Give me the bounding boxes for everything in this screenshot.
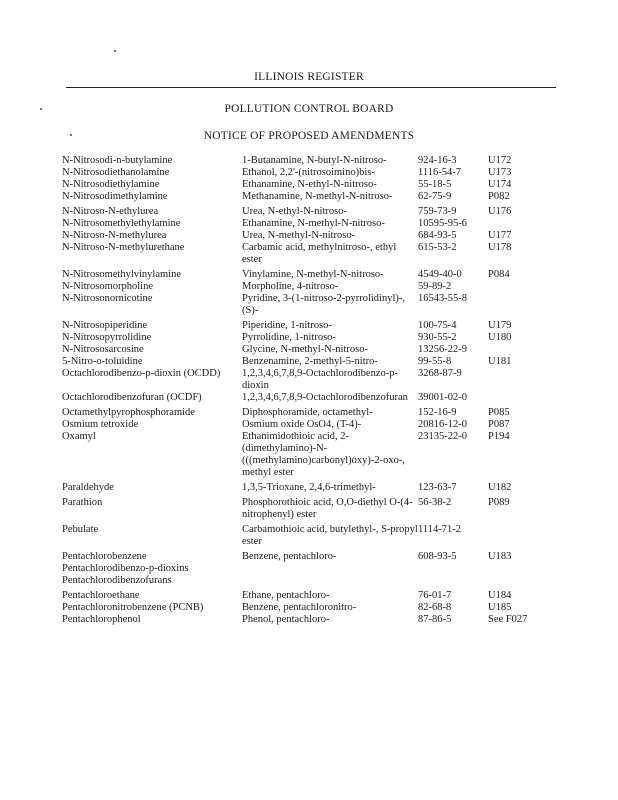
table-row xyxy=(62,494,548,521)
notice-title: NOTICE OF PROPOSED AMENDMENTS xyxy=(203,130,415,142)
chemical-synonym: Phenol, pentachloro- xyxy=(242,614,330,625)
chemical-name: Paraldehyde xyxy=(62,482,114,493)
chemical-synonym: 1,2,3,4,6,7,8,9-Octachlorodibenzo-p-dioxin xyxy=(242,368,398,391)
chemical-name: Pentachloroethane xyxy=(62,590,140,601)
cas-number: 23135-22-0 xyxy=(418,431,467,442)
cas-number: 924-16-3 xyxy=(418,155,457,166)
chemical-name: Osmium tetroxide xyxy=(62,419,139,430)
waste-code xyxy=(488,368,548,392)
waste-code: U178 xyxy=(488,242,512,253)
chemical-name: N-Nitrosodiethylamine xyxy=(62,179,160,190)
chemical-synonym: Carbamic acid, methylnitroso-, ethyl ester xyxy=(242,242,397,265)
chemical-synonym: Methanamine, N-methyl-N-nitroso- xyxy=(242,191,393,202)
table-row xyxy=(62,521,548,548)
cas-number: 16543-55-8 xyxy=(418,293,467,304)
cas-number xyxy=(418,563,488,575)
waste-code xyxy=(488,563,548,575)
chemical-name: N-Nitrosomethylvinylamine xyxy=(62,269,181,280)
chemical-name: Octachlorodibenzofuran (OCDF) xyxy=(62,392,202,403)
cas-number: 59-89-2 xyxy=(418,281,452,292)
waste-code: U181 xyxy=(488,356,512,367)
chemical-synonym xyxy=(242,575,418,587)
cas-number: 608-93-5 xyxy=(418,551,457,562)
chemical-name: Pentachloronitrobenzene (PCNB) xyxy=(62,602,204,613)
chemical-synonym: Vinylamine, N-methyl-N-nitroso- xyxy=(242,269,384,280)
cas-number: 10595-95-6 xyxy=(418,218,467,229)
chemical-name: Pebulate xyxy=(62,524,99,535)
table-row xyxy=(62,218,548,230)
waste-code xyxy=(488,218,548,230)
chemical-synonym: Diphosphoramide, octamethyl- xyxy=(242,407,373,418)
chemical-name: N-Nitrosodimethylamine xyxy=(62,191,168,202)
scan-speck xyxy=(114,50,116,52)
chemical-synonym: 1-Butanamine, N-butyl-N-nitroso- xyxy=(242,155,387,166)
chemical-table xyxy=(62,155,548,626)
table-row xyxy=(62,230,548,242)
chemical-synonym: Carbamothioic acid, butylethyl-, S-propyl ester xyxy=(242,524,418,547)
chemical-name: N-Nitrosodi-n-butylamine xyxy=(62,155,173,166)
chemical-name: N-Nitrosodiethanolamine xyxy=(62,167,170,178)
table-row xyxy=(62,419,548,431)
chemical-name: N-Nitrosopyrrolidine xyxy=(62,332,152,343)
table-row xyxy=(62,167,548,179)
table-row xyxy=(62,548,548,563)
chemical-synonym: Ethanimidothioic acid, 2-(dimethylamino)-N-(((methylamino)carbonyl)oxy)-2-oxo-, methyl ester xyxy=(242,431,405,478)
waste-code: P089 xyxy=(488,497,510,508)
waste-code xyxy=(488,281,548,293)
chemical-synonym: Ethanamine, N-ethyl-N-nitroso- xyxy=(242,179,377,190)
cas-number: 4549-40-0 xyxy=(418,269,462,280)
chemical-name: Pentachlorodibenzo-p-dioxins xyxy=(62,563,189,574)
chemical-synonym xyxy=(242,563,418,575)
cas-number: 20816-12-0 xyxy=(418,419,467,430)
waste-code: P082 xyxy=(488,191,510,202)
chemical-synonym: Pyridine, 3-(1-nitroso-2-pyrrolidinyl)-, (S)- xyxy=(242,293,406,316)
chemical-name: N-Nitrosonornicotine xyxy=(62,293,153,304)
chemical-synonym: Benzenamine, 2-methyl-5-nitro- xyxy=(242,356,378,367)
waste-code: U174 xyxy=(488,179,512,190)
waste-code: U172 xyxy=(488,155,512,166)
waste-code: P084 xyxy=(488,269,510,280)
chemical-synonym: Benzene, pentachloro- xyxy=(242,551,337,562)
waste-code xyxy=(488,293,548,317)
chemical-synonym: Urea, N-ethyl-N-nitroso- xyxy=(242,206,347,217)
waste-code: P194 xyxy=(488,431,510,442)
waste-code: U176 xyxy=(488,206,512,217)
chemical-synonym: Benzene, pentachloronitro- xyxy=(242,602,357,613)
table-row xyxy=(62,479,548,494)
waste-code: U179 xyxy=(488,320,512,331)
chemical-synonym: Pyrrolidine, 1-nitroso- xyxy=(242,332,336,343)
table-row xyxy=(62,602,548,614)
cas-number: 759-73-9 xyxy=(418,206,457,217)
chemical-name: Parathion xyxy=(62,497,103,508)
chemical-name: Pentachlorophenol xyxy=(62,614,141,625)
table-row xyxy=(62,242,548,266)
cas-number xyxy=(418,575,488,587)
cas-number: 100-75-4 xyxy=(418,320,457,331)
waste-code: U173 xyxy=(488,167,512,178)
cas-number: 1116-54-7 xyxy=(418,167,461,178)
cas-number: 3268-87-9 xyxy=(418,368,462,379)
cas-number: 152-16-9 xyxy=(418,407,457,418)
waste-code: U183 xyxy=(488,551,512,562)
chemical-name: N-Nitroso-N-methylurea xyxy=(62,230,167,241)
table-row xyxy=(62,356,548,368)
chemical-synonym: 1,3,5-Trioxane, 2,4,6-trimethyl- xyxy=(242,482,376,493)
table-row xyxy=(62,431,548,479)
table-row xyxy=(62,587,548,602)
cas-number: 13256-22-9 xyxy=(418,344,467,355)
chemical-name: N-Nitrososarcosine xyxy=(62,344,144,355)
chemical-synonym: Piperidine, 1-nitroso- xyxy=(242,320,332,331)
cas-number: 62-75-9 xyxy=(418,191,452,202)
header-rule xyxy=(66,87,556,88)
cas-number: 76-01-7 xyxy=(418,590,452,601)
chemical-name: N-Nitrosopiperidine xyxy=(62,320,148,331)
chemical-synonym: Urea, N-methyl-N-nitroso- xyxy=(242,230,356,241)
cas-number: 87-86-5 xyxy=(418,614,452,625)
board-title: POLLUTION CONTROL BOARD xyxy=(224,103,394,115)
table-row xyxy=(62,191,548,203)
chemical-name: 5-Nitro-o-toluidine xyxy=(62,356,143,367)
chemical-name: Oxamyl xyxy=(62,431,96,442)
cas-number: 684-93-5 xyxy=(418,230,457,241)
table-row xyxy=(62,344,548,356)
table-row xyxy=(62,368,548,392)
waste-code: P087 xyxy=(488,419,510,430)
chemical-name: Pentachlorobenzene xyxy=(62,551,147,562)
table-row xyxy=(62,266,548,281)
table-row xyxy=(62,614,548,626)
chemical-synonym: Morpholine, 4-nitroso- xyxy=(242,281,339,292)
waste-code xyxy=(488,392,548,404)
chemical-name: N-Nitroso-N-methylurethane xyxy=(62,242,185,253)
chemical-synonym: Ethane, pentachloro- xyxy=(242,590,330,601)
waste-code xyxy=(488,344,548,356)
chemical-synonym: Phosphorothioic acid, O,O-diethyl O-(4-nitrophenyl) ester xyxy=(242,497,413,520)
table-row xyxy=(62,332,548,344)
chemical-synonym: Glycine, N-methyl-N-nitroso- xyxy=(242,344,368,355)
table-row xyxy=(62,563,548,575)
waste-code: U185 xyxy=(488,602,512,613)
table-row xyxy=(62,179,548,191)
table-row xyxy=(62,317,548,332)
cas-number: 82-68-8 xyxy=(418,602,452,613)
waste-code: U177 xyxy=(488,230,512,241)
cas-number: 55-18-5 xyxy=(418,179,452,190)
cas-number: 1114-71-2 xyxy=(418,524,461,535)
table-row xyxy=(62,293,548,317)
table-row xyxy=(62,203,548,218)
chemical-name: Octamethylpyrophosphoramide xyxy=(62,407,195,418)
cas-number: 56-38-2 xyxy=(418,497,452,508)
cas-number: 123-63-7 xyxy=(418,482,457,493)
waste-code: U180 xyxy=(488,332,512,343)
cas-number: 39001-02-0 xyxy=(418,392,467,403)
table-row xyxy=(62,155,548,167)
chemical-synonym: 1,2,3,4,6,7,8,9-Octachlorodibenzofuran xyxy=(242,392,408,403)
chemical-name: N-Nitroso-N-ethylurea xyxy=(62,206,159,217)
waste-code: P085 xyxy=(488,407,510,418)
chemical-name: Pentachlorodibenzofurans xyxy=(62,575,172,586)
waste-code: U182 xyxy=(488,482,512,493)
waste-code xyxy=(488,575,548,587)
chemical-table-body xyxy=(62,155,548,626)
chemical-name: Octachlorodibenzo-p-dioxin (OCDD) xyxy=(62,368,221,379)
chemical-synonym: Ethanamine, N-methyl-N-nitroso- xyxy=(242,218,385,229)
waste-code: U184 xyxy=(488,590,512,601)
table-row xyxy=(62,281,548,293)
chemical-synonym: Osmium oxide OsO4, (T-4)- xyxy=(242,419,362,430)
chemical-synonym: Ethanol, 2,2'-(nitrosoimino)bis- xyxy=(242,167,375,178)
waste-code: See F027 xyxy=(488,614,528,625)
register-title: ILLINOIS REGISTER xyxy=(254,71,364,83)
cas-number: 99-55-8 xyxy=(418,356,452,367)
table-row xyxy=(62,404,548,419)
cas-number: 615-53-2 xyxy=(418,242,457,253)
table-row xyxy=(62,575,548,587)
waste-code xyxy=(488,521,548,548)
chemical-name: N-Nitrosomorpholine xyxy=(62,281,153,292)
cas-number: 930-55-2 xyxy=(418,332,457,343)
table-row xyxy=(62,392,548,404)
chemical-name: N-Nitrosomethylethylamine xyxy=(62,218,181,229)
